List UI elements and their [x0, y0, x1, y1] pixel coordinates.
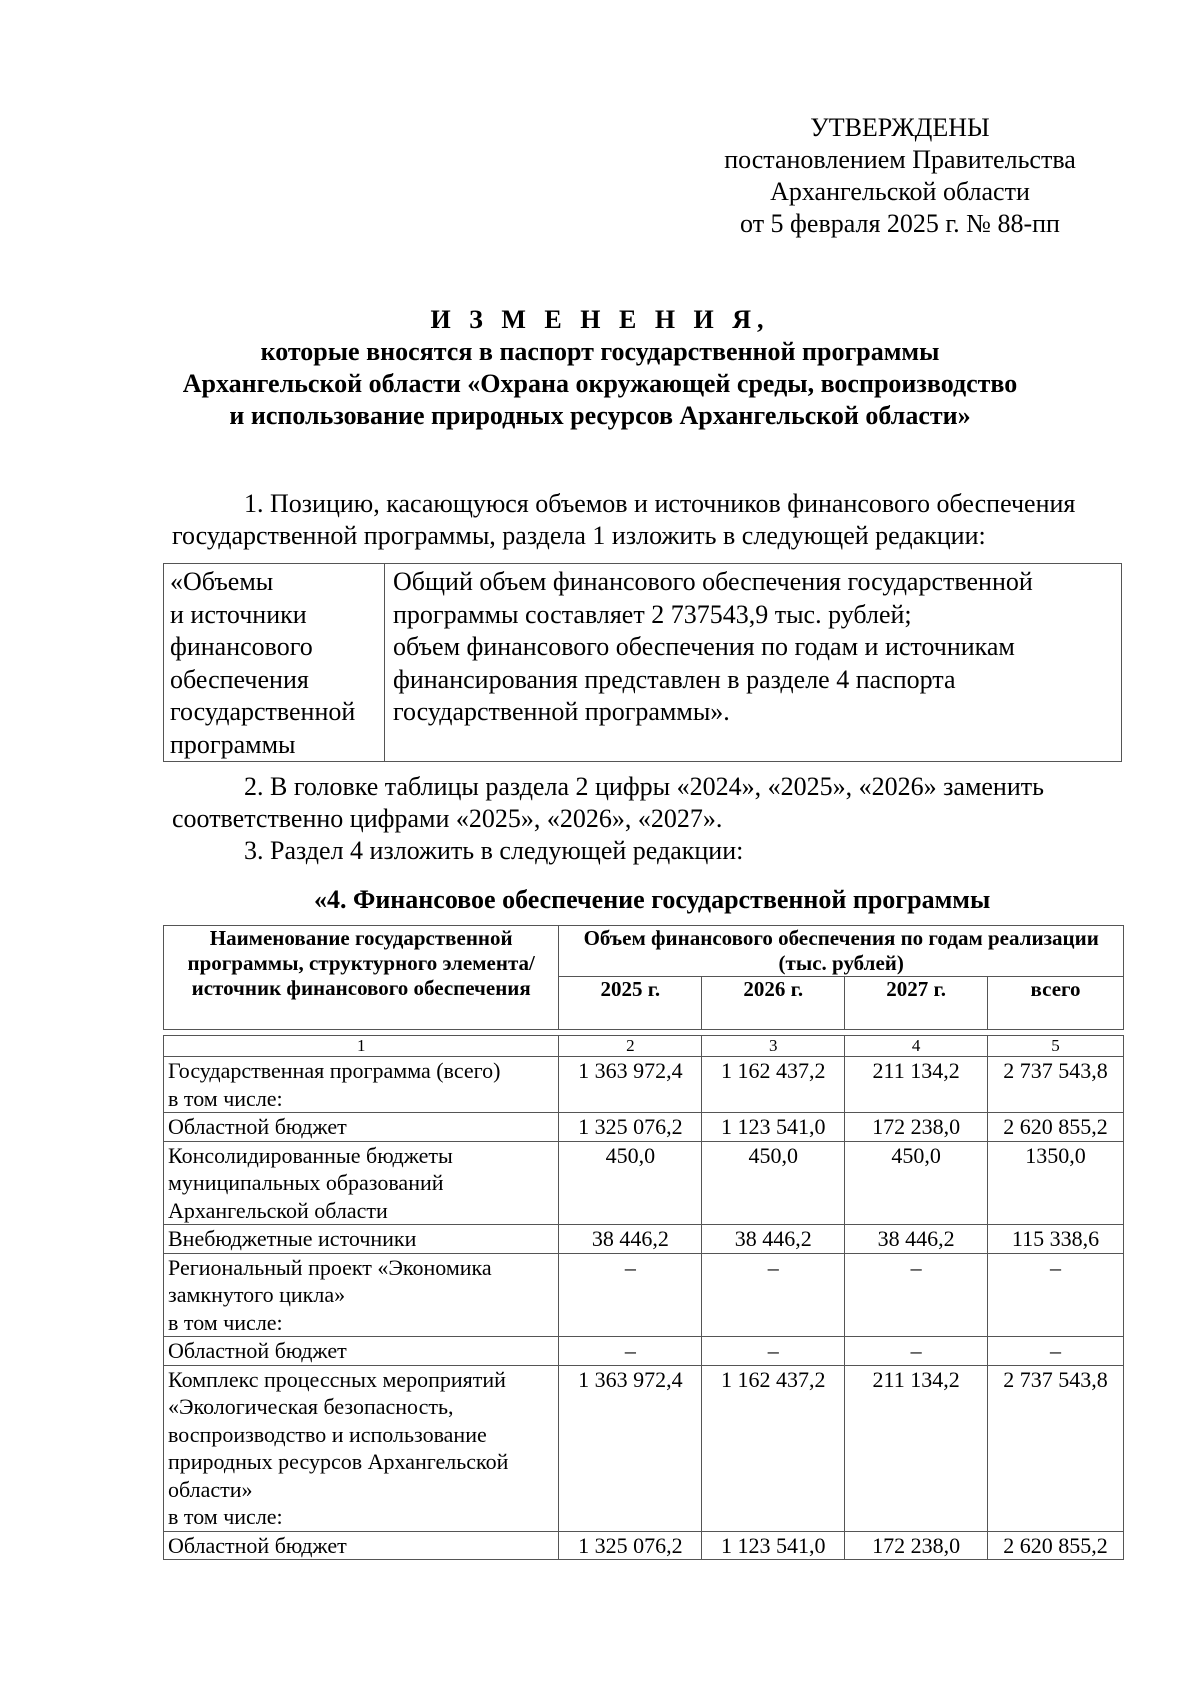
value-cell-total: 2 737 543,8 — [988, 1365, 1124, 1531]
label-line: финансового — [170, 632, 313, 661]
header-name: Наименование государственной программы, структурного элемента/источник финансового обеспечения — [164, 926, 559, 1030]
approval-line: УТВЕРЖДЕНЫ — [810, 113, 990, 142]
value-cell-v2026: 1 162 437,2 — [702, 1365, 845, 1531]
value-cell-v2026: 1 123 541,0 — [702, 1531, 845, 1560]
value-cell-v2025: 1 363 972,4 — [559, 1365, 702, 1531]
header-2027: 2027 г. — [845, 977, 988, 1030]
row-name-line: Региональный проект «Экономика — [168, 1254, 492, 1280]
index-cell: 1 — [164, 1036, 559, 1057]
row-name-cell — [164, 1253, 559, 1337]
value-cell-v2025: 38 446,2 — [559, 1225, 702, 1254]
value-cell-v2025: 1 325 076,2 — [559, 1531, 702, 1560]
table-row — [164, 1057, 1124, 1113]
row-name-line: природных ресурсов Архангельской — [168, 1449, 509, 1474]
paragraph-line: 2. В головке таблицы раздела 2 цифры «2024», «2025», «2026» заменить — [244, 772, 1044, 801]
label-line: программы — [170, 729, 296, 759]
value-cell-total: – — [988, 1253, 1124, 1337]
value-cell-v2026: 1 123 541,0 — [702, 1113, 845, 1142]
value-cell-v2026: – — [702, 1337, 845, 1366]
index-cell: 3 — [702, 1036, 845, 1057]
document-title — [140, 304, 1060, 432]
title-line: которые вносятся в паспорт государственной программы — [260, 337, 940, 366]
row-name-cell — [164, 1113, 559, 1142]
row-name-line: Комплекс процессных мероприятий — [168, 1366, 506, 1392]
row-name-line: Внебюджетные источники — [168, 1226, 417, 1251]
row-name-cell — [164, 1531, 559, 1560]
value-cell-total: 2 620 855,2 — [988, 1531, 1124, 1560]
approval-line: Архангельской области — [770, 177, 1030, 206]
row-name-line: Государственная программа (всего) — [168, 1058, 501, 1083]
approval-date: от 5 февраля 2025 г. № 88-пп — [740, 209, 1060, 238]
header-group: Объем финансового обеспечения по годам реализации (тыс. рублей) — [559, 926, 1124, 977]
item-2-paragraph — [172, 771, 1122, 867]
row-name-line: Областной бюджет — [168, 1338, 347, 1363]
row-name-line: области» — [168, 1476, 253, 1502]
passport-table — [163, 563, 1122, 762]
row-name-line: «Экологическая безопасность, — [168, 1394, 454, 1419]
value-cell-v2027: – — [845, 1253, 988, 1337]
passport-value-cell — [385, 564, 1122, 762]
value-line: государственной программы». — [393, 697, 730, 726]
item-1-paragraph — [172, 488, 1122, 552]
finance-table — [163, 925, 1124, 1560]
passport-label-cell — [164, 564, 385, 762]
row-name-cell — [164, 1365, 559, 1531]
row-name-line: Областной бюджет — [168, 1114, 347, 1139]
table-row — [164, 1253, 1124, 1337]
label-line: обеспечения — [170, 664, 309, 694]
item-3-paragraph: 3. Раздел 4 изложить в следующей редакции: — [244, 836, 744, 865]
value-cell-v2027: 172 238,0 — [845, 1531, 988, 1560]
value-cell-v2027: 172 238,0 — [845, 1113, 988, 1142]
table-row — [164, 1113, 1124, 1142]
paragraph-line: соответственно цифрами «2025», «2026», «2027». — [172, 804, 723, 833]
value-line: Общий объем финансового обеспечения государственной — [393, 567, 1033, 596]
row-name-cell — [164, 1057, 559, 1113]
value-cell-total: 2 620 855,2 — [988, 1113, 1124, 1142]
value-cell-v2025: – — [559, 1337, 702, 1366]
index-cell: 5 — [988, 1036, 1124, 1057]
table-row — [164, 1531, 1124, 1560]
row-name-cell — [164, 1337, 559, 1366]
table-row — [164, 1337, 1124, 1366]
title-line: Архангельской области «Охрана окружающей среды, воспроизводство — [182, 369, 1018, 398]
value-cell-v2027: 38 446,2 — [845, 1225, 988, 1254]
value-cell-total: 2 737 543,8 — [988, 1057, 1124, 1113]
approval-stamp — [700, 112, 1100, 240]
value-cell-v2027: 211 134,2 — [845, 1365, 988, 1531]
value-cell-v2026: – — [702, 1253, 845, 1337]
table-row — [164, 1225, 1124, 1254]
paragraph-line: государственной программы, раздела 1 изложить в следующей редакции: — [172, 521, 986, 550]
table-row — [164, 1365, 1124, 1531]
value-cell-v2025: – — [559, 1253, 702, 1337]
row-name-line: Консолидированные бюджеты — [168, 1142, 453, 1168]
row-name-line: воспроизводство и использование — [168, 1421, 487, 1447]
value-cell-total: 1350,0 — [988, 1141, 1124, 1225]
value-line: финансирования представлен в разделе 4 паспорта — [393, 664, 956, 694]
index-cell: 4 — [845, 1036, 988, 1057]
row-name-line: Архангельской области — [168, 1197, 388, 1223]
label-line: «Объемы — [170, 567, 274, 596]
title-line: и использование природных ресурсов Архангельской области» — [229, 401, 971, 430]
row-name-line: в том числе: — [168, 1309, 283, 1335]
value-cell-v2026: 450,0 — [702, 1141, 845, 1225]
table-row — [164, 1141, 1124, 1225]
row-name-line: в том числе: — [168, 1504, 283, 1529]
header-2026: 2026 г. — [702, 977, 845, 1030]
label-line: государственной — [170, 697, 356, 726]
approval-line: постановлением Правительства — [724, 145, 1076, 174]
title-word: И З М Е Н Е Н И Я, — [430, 305, 770, 334]
label-line: и источники — [170, 599, 307, 629]
row-name-cell — [164, 1141, 559, 1225]
value-cell-v2026: 1 162 437,2 — [702, 1057, 845, 1113]
row-name-line: Областной бюджет — [168, 1532, 347, 1558]
index-row — [164, 1036, 1124, 1057]
section-4-heading: «4. Финансовое обеспечение государственной программы — [314, 885, 991, 914]
paragraph-line: 1. Позицию, касающуюся объемов и источников финансового обеспечения — [244, 489, 1076, 518]
header-2025: 2025 г. — [559, 977, 702, 1030]
value-cell-total: 115 338,6 — [988, 1225, 1124, 1254]
value-cell-v2027: 450,0 — [845, 1141, 988, 1225]
row-name-line: муниципальных образований — [168, 1170, 444, 1195]
value-cell-v2027: – — [845, 1337, 988, 1366]
header-total: всего — [988, 977, 1124, 1030]
value-line: программы составляет 2 737543,9 тыс. рублей; — [393, 599, 912, 629]
value-line: объем финансового обеспечения по годам и источникам — [393, 632, 1015, 661]
value-cell-v2027: 211 134,2 — [845, 1057, 988, 1113]
row-name-line: в том числе: — [168, 1085, 283, 1111]
row-name-cell — [164, 1225, 559, 1254]
value-cell-v2025: 450,0 — [559, 1141, 702, 1225]
value-cell-v2025: 1 363 972,4 — [559, 1057, 702, 1113]
value-cell-v2025: 1 325 076,2 — [559, 1113, 702, 1142]
value-cell-v2026: 38 446,2 — [702, 1225, 845, 1254]
index-cell: 2 — [559, 1036, 702, 1057]
row-name-line: замкнутого цикла» — [168, 1282, 346, 1307]
value-cell-total: – — [988, 1337, 1124, 1366]
